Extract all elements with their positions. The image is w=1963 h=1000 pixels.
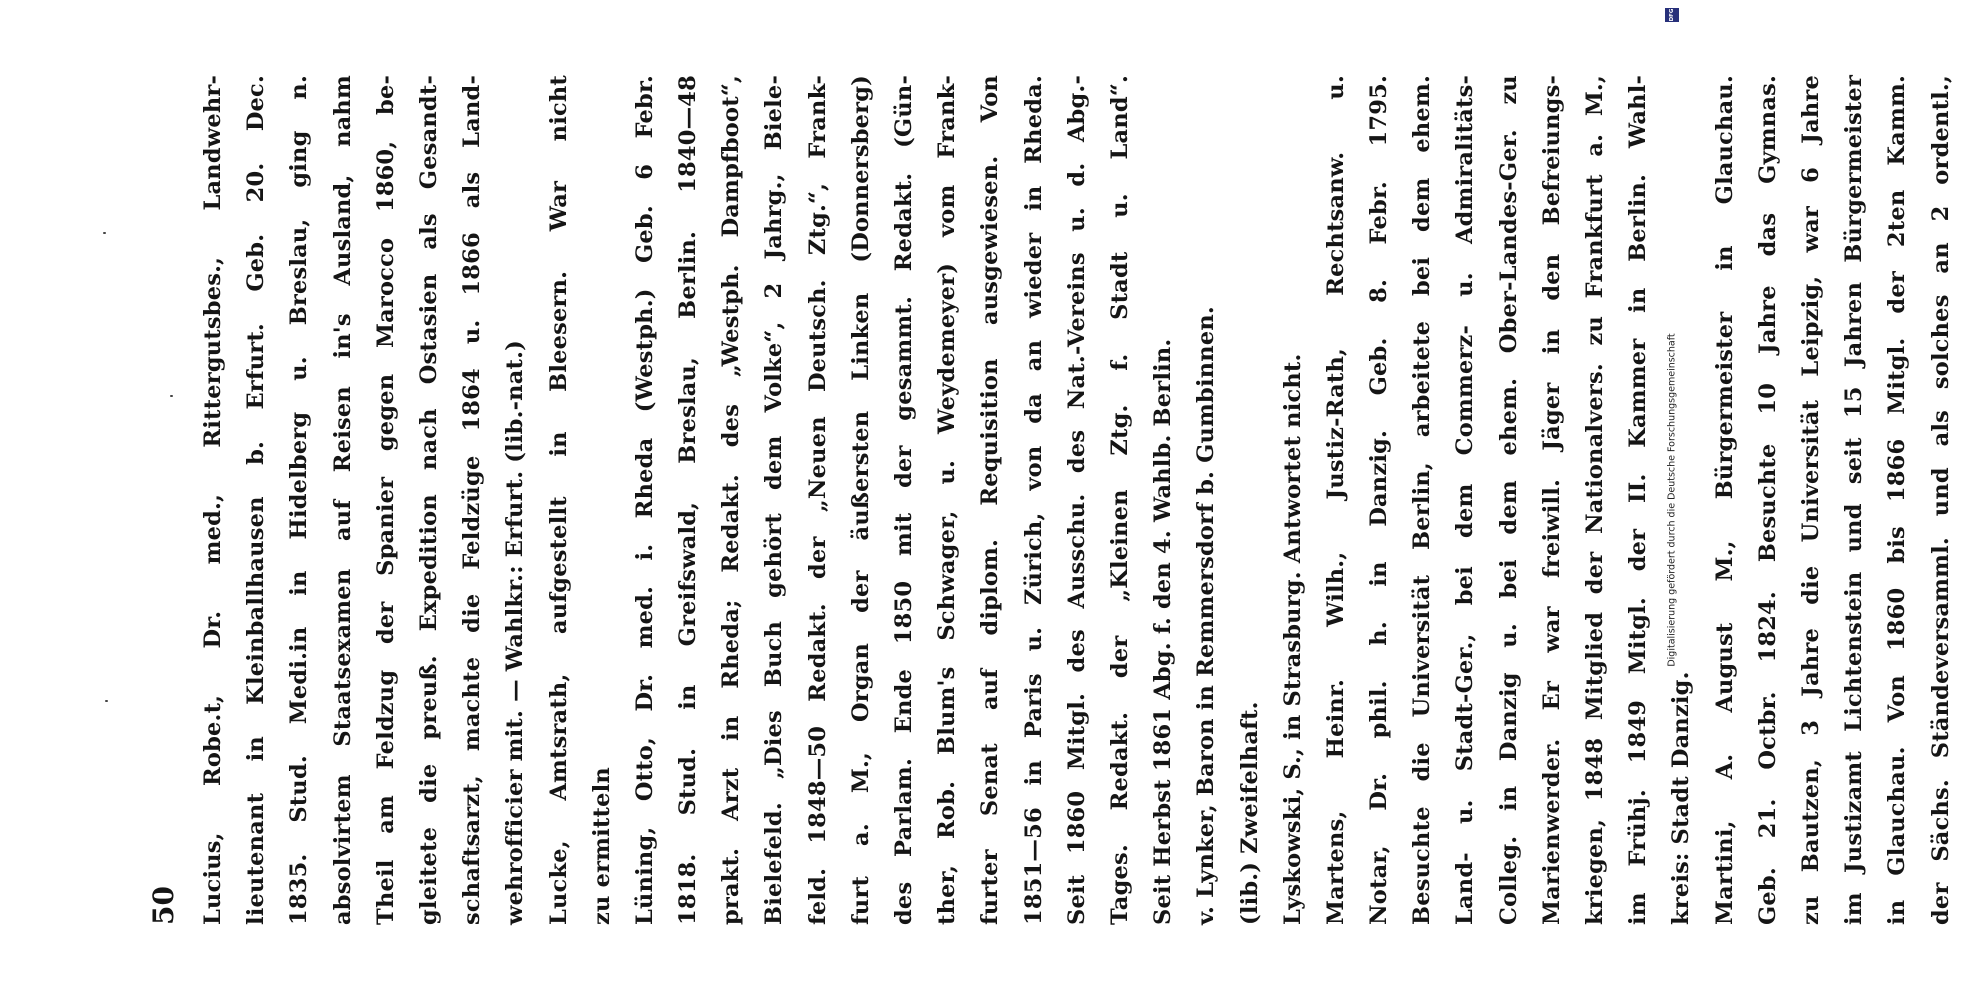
text-line: Seit 1860 Mitgl. des Ausschu. des Nat.-Vereins u. d. Abg.- [1063, 75, 1090, 925]
text-line: zu Bautzen, 3 Jahre die Universität Leipzig, war 6 Jahre [1797, 75, 1824, 925]
text-line: zu ermitteln [588, 767, 615, 925]
text-line: wehrofficier mit. — Wahlkr.: Erfurt. (lib.-nat.) [502, 340, 529, 925]
text-line: 1851—56 in Paris u. Zürich, von da an wieder in Rheda. [1020, 75, 1047, 925]
text-line: Seit Herbst 1861 Abg. f. den 4. Wahlb. Berlin. [1150, 338, 1177, 925]
text-line: Lucius, Robe.t, Dr. med., Rittergutsbes., Landwehr- [200, 75, 226, 925]
text-line: des Parlam. Ende 1850 mit der gesammt. Redakt. (Gün- [891, 75, 917, 925]
text-line: gleitete die preuß. Expedition nach Ostasien als Gesandt- [415, 75, 442, 925]
text-line: kreis: Stadt Danzig. [1668, 671, 1695, 925]
text-line: 1818. Stud. in Greifswald, Breslau, Berlin. 1840—48 [675, 75, 702, 925]
text-line: furter Senat auf diplom. Requisition ausgewiesen. Von [977, 75, 1004, 925]
text-line: feld. 1848—50 Redakt. der „Neuen Deutsch. Ztg.“, Frank- [804, 75, 831, 925]
text-line: Besuchte die Universität Berlin, arbeitete bei dem ehem. [1409, 75, 1436, 925]
scan-speck [170, 395, 173, 397]
text-line: Land- u. Stadt-Ger., bei dem Commerz- u. Admiralitäts- [1452, 75, 1479, 925]
text-line: Lucke, Amtsrath, aufgestellt in Bleesern. War nicht [545, 75, 572, 925]
dfg-logo: DFG [1665, 8, 1679, 22]
text-line: im Frühj. 1849 Mitgl. der II. Kammer in Berlin. Wahl- [1625, 75, 1652, 925]
text-line: Theil am Feldzug der Spanier gegen Marocco 1860, be- [372, 75, 399, 925]
text-line: Lyskowski, S., in Strasburg. Antwortet nicht. [1279, 353, 1306, 925]
scan-speck [103, 232, 106, 234]
text-block [192, 75, 1963, 925]
text-line: kriegen, 1848 Mitglied der Nationalvers. zu Frankfurt a. M., [1582, 75, 1608, 925]
text-line: lieutenant in Kleinballhausen b. Erfurt. Geb. 20. Dec. [243, 75, 270, 925]
text-line: (lib.) Zweifelhaft. [1236, 701, 1263, 925]
text-line: in Glauchau. Von 1860 bis 1866 Mitgl. der 2ten Kamm. [1884, 75, 1911, 925]
text-line: Bielefeld. „Dies Buch gehört dem Volke“, 2 Jahrg., Biele- [761, 75, 788, 925]
text-line: 1835. Stud. Medi.in in Hidelberg u. Breslau, ging n. [286, 75, 313, 925]
text-line: furt a. M., Organ der äußersten Linken (Donnersberg) [847, 75, 874, 925]
funding-note: Digitalisierung gefördert durch die Deutsche Forschungsgemeinschaft [1666, 333, 1678, 667]
text-line: Martini, A. August M., Bürgermeister in Glauchau. [1711, 75, 1738, 925]
text-line: Tages. Redakt. der „Kleinen Ztg. f. Stadt u. Land“. [1106, 75, 1133, 925]
text-line: v. Lynker, Baron in Remmersdorf b. Gumbinnen. [1193, 306, 1220, 925]
text-line: Lüning, Otto, Dr. med. i. Rheda (Westph.) Geb. 6 Febr. [631, 75, 658, 925]
text-line: Marienwerder. Er war freiwill. Jäger in den Befreiungs- [1538, 75, 1565, 925]
scan-speck [105, 700, 108, 702]
text-line: prakt. Arzt in Rheda; Redakt. des „Westph. Dampfboot“, [718, 75, 745, 925]
text-line: Notar, Dr. phil. h. in Danzig. Geb. 8. Febr. 1795. [1366, 75, 1393, 925]
text-line: absolvirtem Staatsexamen auf Reisen in's Ausland, nahm [329, 75, 356, 925]
text-line: schaftsarzt, machte die Feldzüge 1864 u. 1866 als Land- [459, 75, 486, 925]
text-line: Geb. 21. Octbr. 1824. Besuchte 10 Jahre das Gymnas. [1754, 75, 1781, 925]
text-line: der Sächs. Ständeversamml. und als solches an 2 ordentl., [1927, 75, 1954, 925]
page-number: 50 [147, 886, 180, 925]
text-line: im Justizamt Lichtenstein und seit 15 Jahren Bürgermeister [1841, 75, 1868, 925]
text-line: Martens, Heinr. Wilh., Justiz-Rath, Rechtsanw. u. [1322, 75, 1349, 925]
text-line: Colleg. in Danzig u. bei dem ehem. Ober-Landes-Ger. zu [1495, 75, 1522, 925]
text-line: ther, Rob. Blum's Schwager, u. Weydemeyer) vom Frank- [934, 75, 961, 925]
